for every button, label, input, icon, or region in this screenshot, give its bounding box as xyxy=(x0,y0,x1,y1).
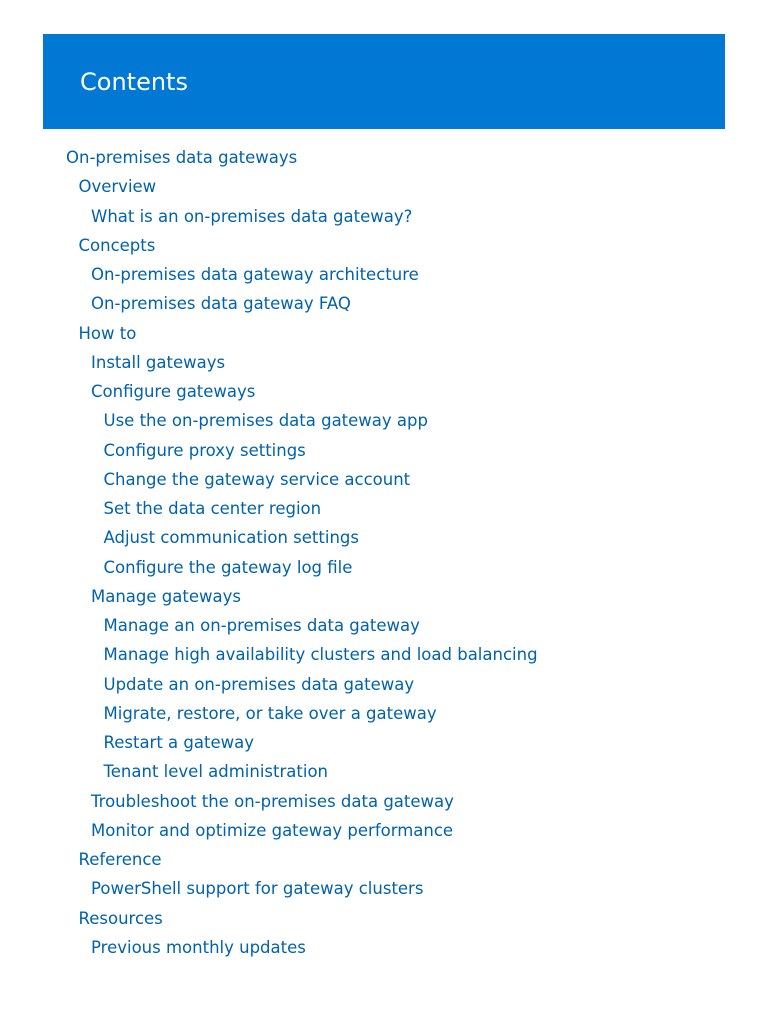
toc-link-change-service-account[interactable]: Change the gateway service account xyxy=(103,469,411,489)
toc-link-reference[interactable]: Reference xyxy=(78,850,162,869)
toc-link-migrate-restore-takeover[interactable]: Migrate, restore, or take over a gateway xyxy=(103,703,437,723)
toc-link-configure-log-file[interactable]: Configure the gateway log file xyxy=(103,557,353,577)
toc-link-how-to[interactable]: How to xyxy=(78,323,137,343)
toc-link-on-premises-data-gateways[interactable]: On-premises data gateways xyxy=(66,148,298,167)
toc-link-concepts[interactable]: Concepts xyxy=(78,235,156,255)
toc-link-configure-gateways[interactable]: Configure gateways xyxy=(91,382,256,401)
toc-link-adjust-communication-settings[interactable]: Adjust communication settings xyxy=(103,528,359,548)
toc-link-gateway-architecture[interactable]: On-premises data gateway architecture xyxy=(91,265,419,284)
toc-link-tenant-administration[interactable]: Tenant level administration xyxy=(103,762,328,782)
toc-link-use-gateway-app[interactable]: Use the on-premises data gateway app xyxy=(103,411,428,431)
toc-link-restart-gateway[interactable]: Restart a gateway xyxy=(103,733,254,752)
toc-link-update-gateway[interactable]: Update an on-premises data gateway xyxy=(103,674,415,694)
toc-link-overview[interactable]: Overview xyxy=(78,177,157,197)
toc-link-high-availability-clusters[interactable]: Manage high availability clusters and load balancing xyxy=(103,645,538,665)
toc-link-set-data-center-region[interactable]: Set the data center region xyxy=(103,499,322,518)
toc-link-what-is-gateway[interactable]: What is an on-premises data gateway? xyxy=(91,206,413,226)
toc-link-resources[interactable]: Resources xyxy=(78,908,163,928)
toc-link-monitor-performance[interactable]: Monitor and optimize gateway performance xyxy=(91,820,454,840)
toc-link-monthly-updates[interactable]: Previous monthly updates xyxy=(91,937,306,957)
toc-link-install-gateways[interactable]: Install gateways xyxy=(91,352,226,372)
toc-link-powershell-support[interactable]: PowerShell support for gateway clusters xyxy=(91,879,424,899)
toc-link-gateway-faq[interactable]: On-premises data gateway FAQ xyxy=(91,294,351,314)
toc-link-manage-gateways[interactable]: Manage gateways xyxy=(91,586,241,606)
toc-link-troubleshoot-gateway[interactable]: Troubleshoot the on-premises data gateway xyxy=(91,791,454,811)
toc-link-configure-proxy-settings[interactable]: Configure proxy settings xyxy=(103,440,306,460)
page-title: Contents xyxy=(80,68,188,96)
toc-link-manage-gateway[interactable]: Manage an on-premises data gateway xyxy=(103,616,420,635)
